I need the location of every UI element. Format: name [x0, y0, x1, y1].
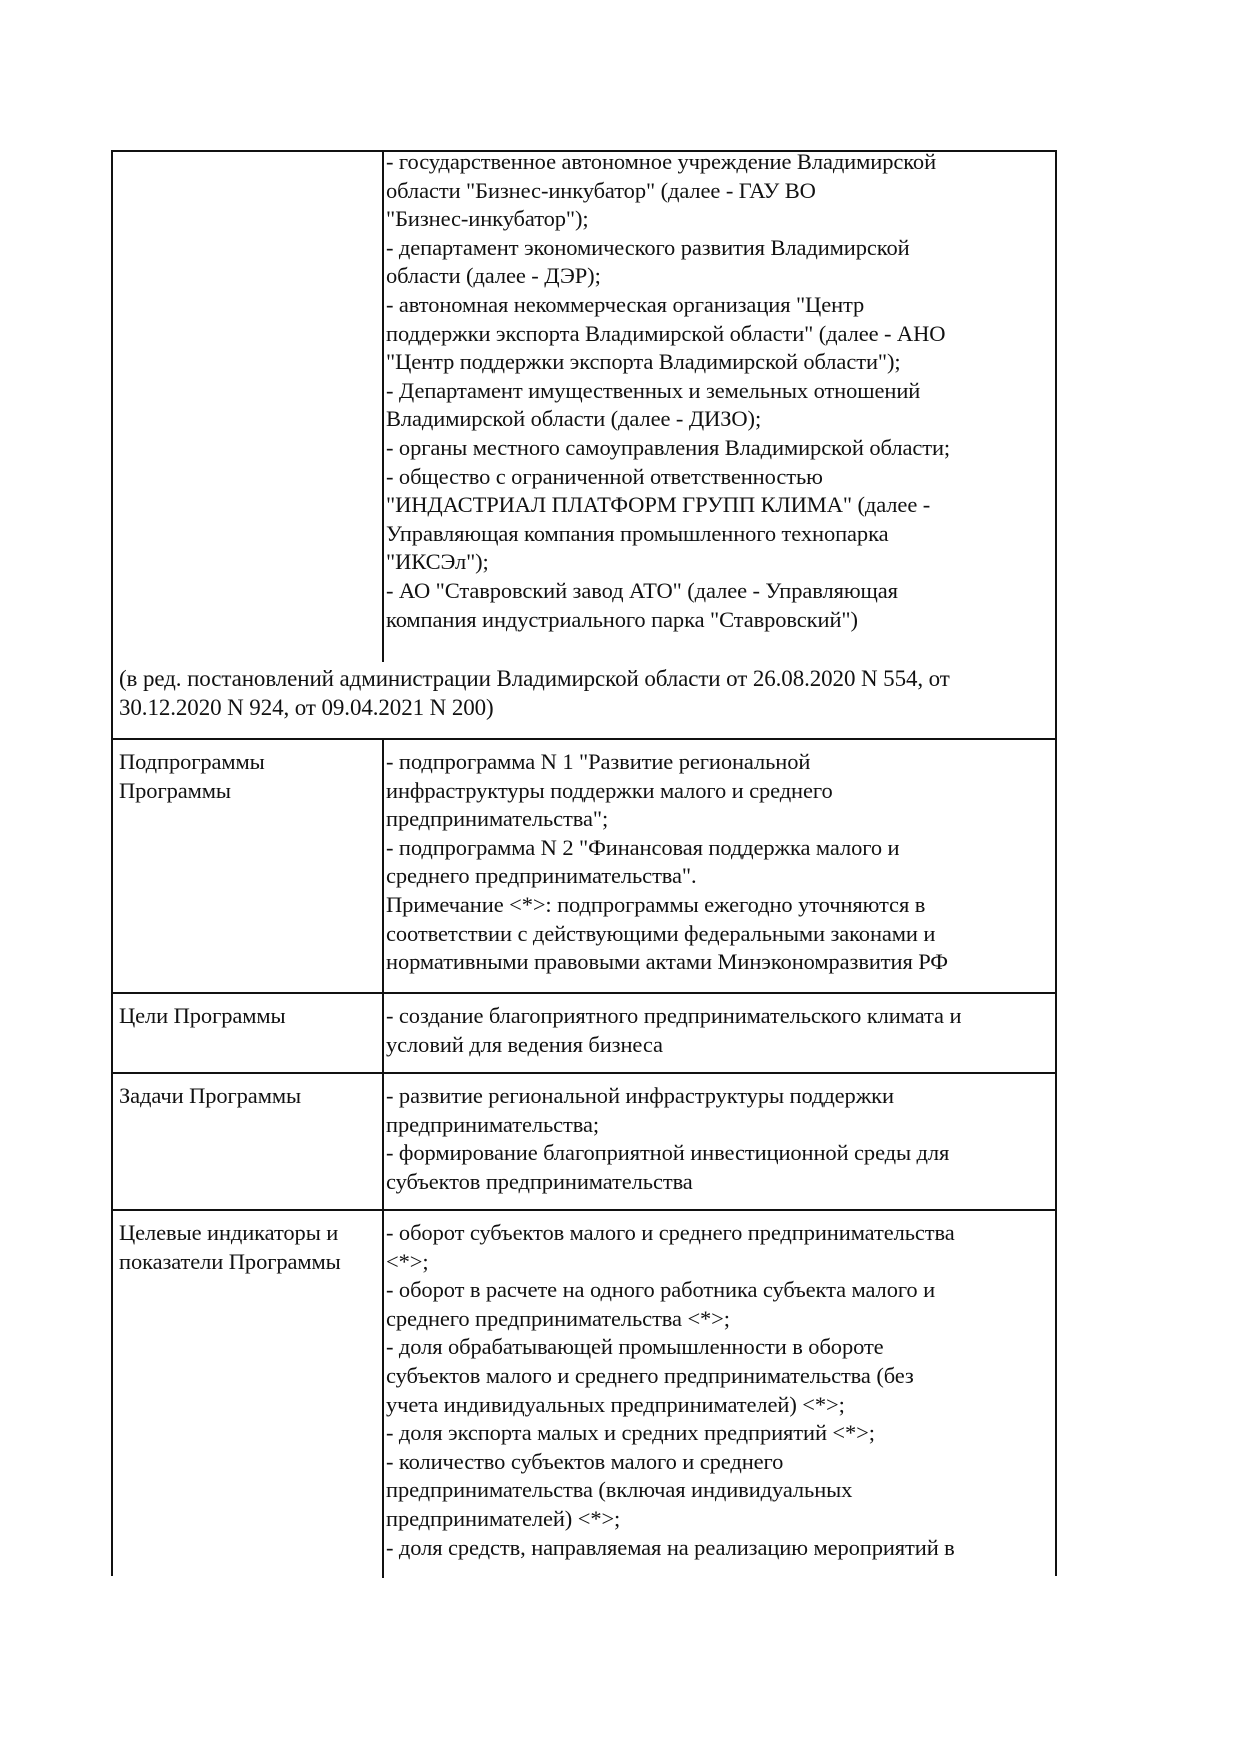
content-line: - подпрограмма N 2 "Финансовая поддержка малого и: [386, 834, 900, 860]
label-line: Подпрограммы: [119, 749, 265, 774]
content-line: Примечание <*>: подпрограммы ежегодно уточняются в: [386, 891, 926, 917]
amendment-line: (в ред. постановлений администрации Владимирской области от 26.08.2020 N 554, от: [119, 666, 950, 691]
content-tasks: [386, 1082, 949, 1196]
content-line: субъектов предпринимательства: [386, 1168, 693, 1194]
content-line: - доля экспорта малых и средних предприятий <*>;: [386, 1420, 875, 1446]
content-line: среднего предпринимательства <*>;: [386, 1305, 730, 1331]
content-line: - доля средств, направляемая на реализацию мероприятий в: [386, 1534, 955, 1560]
content-line: - количество субъектов малого и среднего: [386, 1448, 784, 1474]
amendment-line: 30.12.2020 N 924, от 09.04.2021 N 200): [119, 695, 494, 720]
label-line: Задачи Программы: [119, 1083, 301, 1108]
content-line: предпринимательства (включая индивидуальных: [386, 1477, 853, 1503]
content-line: области "Бизнес-инкубатор" (далее - ГАУ ВО: [386, 177, 816, 203]
row-border: [113, 1209, 1055, 1211]
label-line: Целевые индикаторы и: [119, 1220, 339, 1245]
label-line: Программы: [119, 777, 231, 803]
content-line: - департамент экономического развития Владимирской: [386, 234, 910, 260]
content-line: "Бизнес-инкубатор");: [386, 206, 589, 232]
content-line: субъектов малого и среднего предпринимательства (без: [386, 1362, 914, 1388]
content-line: поддержки экспорта Владимирской области" (далее - АНО: [386, 320, 946, 346]
content-line: предпринимательства;: [386, 1111, 600, 1137]
content-line: - автономная некоммерческая организация "Центр: [386, 291, 865, 317]
content-line: - подпрограмма N 1 "Развитие региональной: [386, 749, 811, 774]
label-tasks: [119, 1082, 301, 1111]
content-line: - государственное автономное учреждение Владимирской: [386, 149, 937, 174]
content-subprograms: [386, 748, 948, 977]
passport-table: [111, 150, 1057, 1576]
content-line: - АО "Ставровский завод АТО" (далее - Управляющая: [386, 577, 898, 603]
content-goals: [386, 1002, 961, 1059]
content-line: учета индивидуальных предпринимателей) <*>;: [386, 1391, 845, 1417]
content-line: - развитие региональной инфраструктуры поддержки: [386, 1083, 894, 1108]
row-border: [113, 992, 1055, 994]
content-line: "Центр поддержки экспорта Владимирской области");: [386, 349, 901, 375]
content-line: соответствии с действующими федеральными законами и: [386, 920, 936, 946]
content-line: - формирование благоприятной инвестиционной среды для: [386, 1140, 950, 1166]
row-border: [113, 738, 1055, 740]
content-line: - Департамент имущественных и земельных отношений: [386, 377, 921, 403]
label-goals: [119, 1002, 286, 1031]
content-line: Владимирской области (далее - ДИЗО);: [386, 406, 762, 432]
label-line: Цели Программы: [119, 1003, 286, 1028]
content-line: предпринимательства";: [386, 806, 609, 832]
content-line: условий для ведения бизнеса: [386, 1031, 663, 1057]
row-border: [113, 1072, 1055, 1074]
label-line: показатели Программы: [119, 1248, 341, 1274]
content-line: <*>;: [386, 1248, 429, 1274]
label-indicators: [119, 1219, 341, 1276]
column-divider: [382, 152, 384, 662]
amendment-note: [119, 664, 950, 722]
content-line: среднего предпринимательства".: [386, 863, 697, 889]
content-line: - органы местного самоуправления Владимирской области;: [386, 434, 951, 460]
content-line: - общество с ограниченной ответственностью: [386, 463, 823, 489]
content-line: - оборот в расчете на одного работника субъекта малого и: [386, 1277, 936, 1303]
content-line: нормативными правовыми актами Минэкономразвития РФ: [386, 949, 948, 975]
content-line: - оборот субъектов малого и среднего предпринимательства: [386, 1220, 955, 1245]
content-line: "ИНДАСТРИАЛ ПЛАТФОРМ ГРУПП КЛИМА" (далее -: [386, 492, 931, 518]
content-line: предпринимателей) <*>;: [386, 1505, 621, 1531]
content-line: компания индустриального парка "Ставровский"): [386, 606, 858, 632]
content-line: Управляющая компания промышленного технопарка: [386, 520, 889, 546]
content-line: - доля обрабатывающей промышленности в обороте: [386, 1334, 884, 1360]
column-divider: [382, 738, 384, 1578]
content-line: - создание благоприятного предпринимательского климата и: [386, 1003, 962, 1028]
content-line: "ИКСЭл");: [386, 549, 489, 575]
content-indicators: [386, 1219, 955, 1562]
content-line: области (далее - ДЭР);: [386, 263, 601, 289]
content-line: инфраструктуры поддержки малого и среднего: [386, 777, 833, 803]
label-subprograms: [119, 748, 265, 805]
continued-content-cell: [386, 148, 950, 634]
